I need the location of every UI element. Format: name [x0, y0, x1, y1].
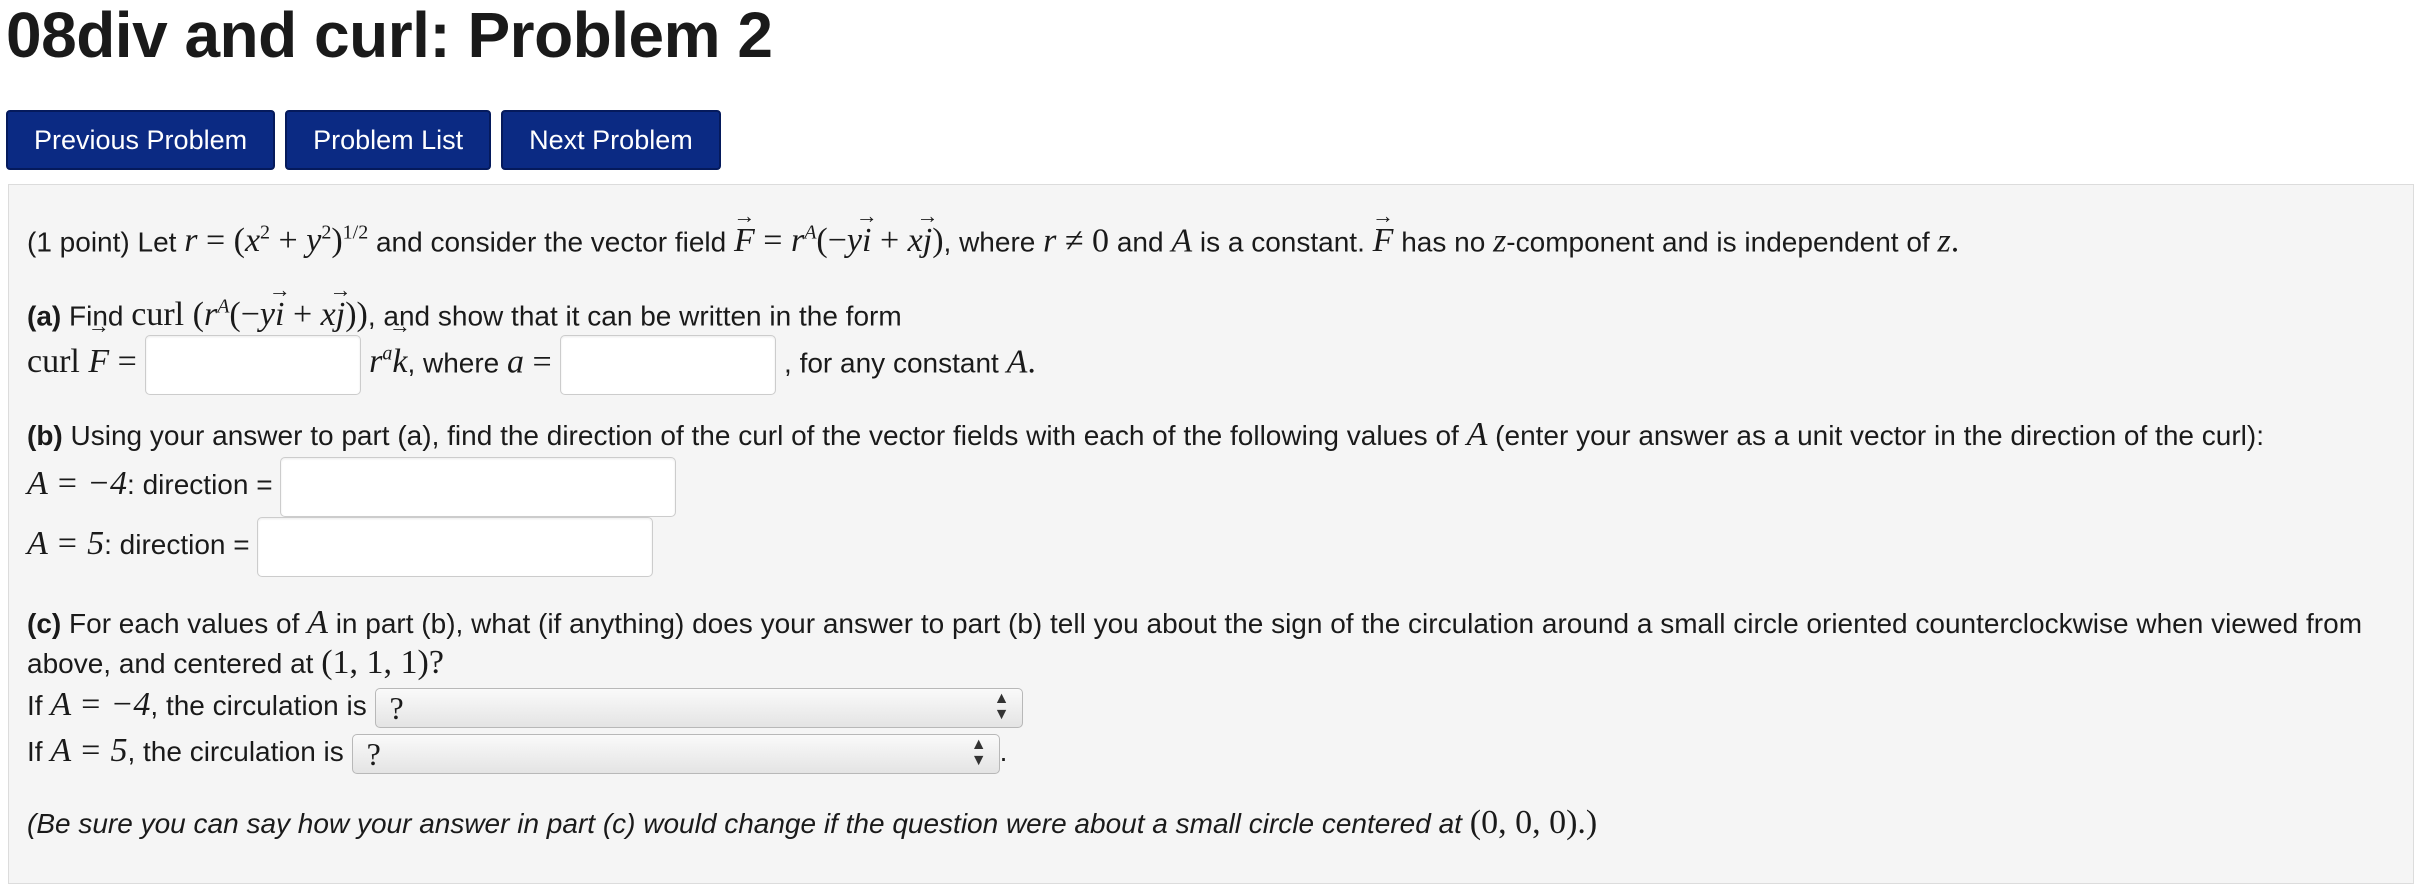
page-title: 08div and curl: Problem 2 [6, 0, 773, 71]
curl-coefficient-input[interactable] [145, 335, 361, 395]
exponent-a-input[interactable] [560, 335, 776, 395]
part-b-row-5: A = 5: direction = [27, 513, 653, 575]
circulation-select-5[interactable]: ? ▲ ▼ [352, 734, 1000, 774]
part-c-row-neg4: If A = −4, the circulation is ? ▲ ▼ [27, 683, 1023, 727]
part-c-question: (c) For each values of A in part (b), what (if anything) does your answer to part (b) tell you about the sign of the circulation around a small circle oriented counterclockwise when viewed from [27, 604, 2363, 641]
select-arrows-icon: ▲ ▼ [993, 689, 1010, 723]
part-b-question: (b) Using your answer to part (a), find the direction of the curl of the vector fields with each of the following values of A (enter your answer as a unit vector in the direction of the curl): [27, 416, 2264, 453]
problem-navigation [6, 110, 721, 170]
problem-panel [8, 184, 2414, 884]
next-problem-button[interactable]: Next Problem [501, 110, 721, 170]
circulation-select-neg4[interactable]: ? ▲ ▼ [375, 688, 1023, 728]
previous-problem-button[interactable]: Previous Problem [6, 110, 275, 170]
part-a-question: (a) Find curl $(r^A(-y\to i + x\to j))$, and show that it can be written in the form [27, 287, 902, 336]
r-definition: $r = (x^2 + y^2)^{1/2}$ [184, 222, 369, 260]
problem-list-button[interactable]: Problem List [285, 110, 491, 170]
select-arrows-icon: ▲ ▼ [970, 735, 987, 769]
part-b-row-neg4: A = −4: direction = [27, 453, 676, 515]
direction-input-5[interactable] [257, 517, 653, 577]
direction-input-neg4[interactable] [280, 457, 676, 517]
problem-intro: (1 point) Let $r = (x^2 + y^2)^{1/2}$ and consider the vector field → $F = r^A(-y\to i + x\to j)$, where r ≠ 0 and A is a constant. → F has no z-component and is independent of z. [27, 213, 1959, 262]
part-a-answer-row: curl → $F = r^a\to k$, where a = , for any constant A. [27, 323, 1036, 385]
field-definition: → $F = r^A(-y\to i + x\to j)$ [734, 222, 944, 259]
part-c-row-5: If A = 5, the circulation is ? ▲ ▼ . [27, 732, 1008, 772]
part-c-question-cont: above, and centered at (1, 1, 1)? [27, 644, 444, 681]
part-c-note: (Be sure you can say how your answer in part (c) would change if the question were about a small circle centered at (0, 0, 0).) [27, 804, 1598, 841]
